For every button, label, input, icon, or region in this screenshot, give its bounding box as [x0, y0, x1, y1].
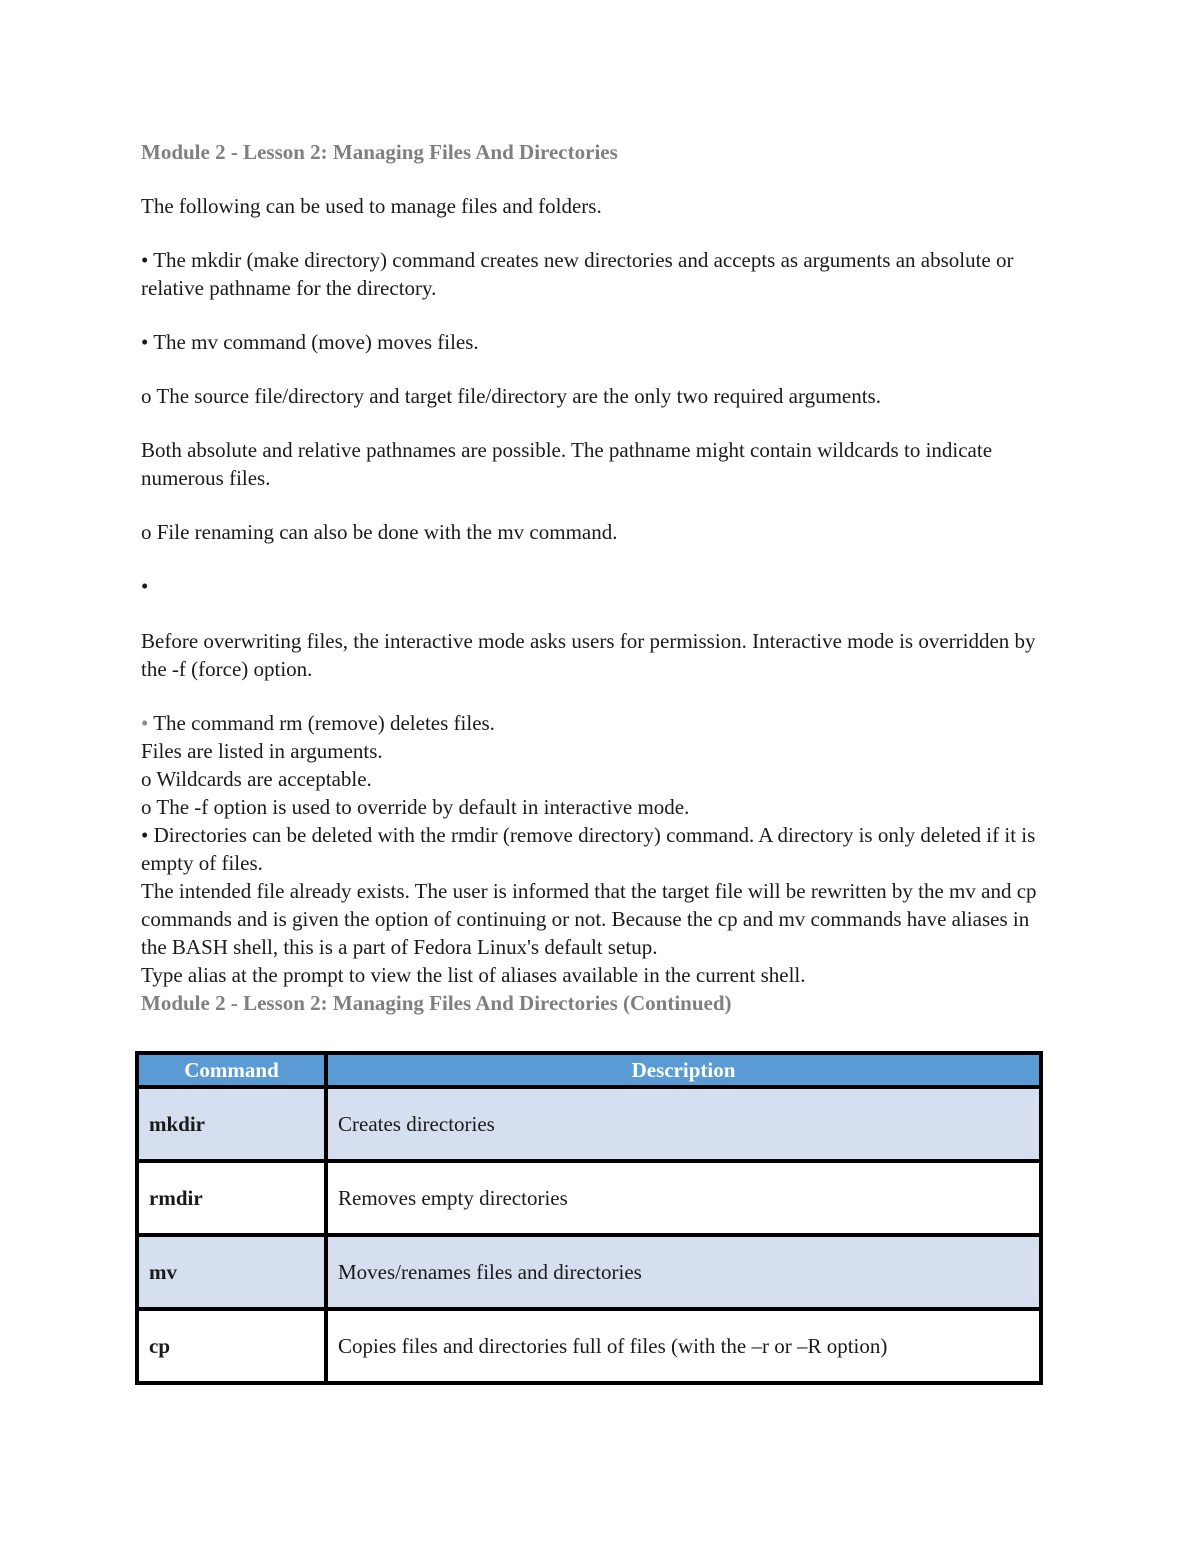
document-body	[141, 138, 1051, 1017]
rmdir-bullet: • Directories can be deleted with the rmdir (remove directory) command. A directory is only deleted if it is empty of files.	[141, 823, 1036, 875]
description-cell: Creates directories	[326, 1087, 1041, 1161]
table-row	[137, 1087, 1041, 1161]
pathnames-text: Both absolute and relative pathnames are possible. The pathname might contain wildcards to indicate numerous files.	[141, 438, 993, 490]
description-cell: Moves/renames files and directories	[326, 1235, 1041, 1309]
interactive-mode-text: Before overwriting files, the interactive mode asks users for permission. Interactive mode is overridden by the -f (force) option.	[141, 629, 1036, 681]
mv-sub-arguments: o The source file/directory and target file/directory are the only two required arguments.	[141, 384, 881, 408]
mv-bullet: • The mv command (move) moves files.	[141, 330, 479, 354]
header-description: Description	[326, 1053, 1041, 1087]
command-cell: rmdir	[137, 1161, 326, 1235]
rm-bullet-text: The command rm (remove) deletes files.	[153, 711, 495, 735]
command-cell: mv	[137, 1235, 326, 1309]
rm-sub-wildcards: o Wildcards are acceptable.	[141, 767, 372, 791]
commands-table	[135, 1051, 1043, 1385]
description-cell: Removes empty directories	[326, 1161, 1041, 1235]
table-row	[137, 1235, 1041, 1309]
table-header-row	[137, 1053, 1041, 1087]
alias-text: Type alias at the prompt to view the list of aliases available in the current shell.	[141, 963, 806, 987]
target-exists-text: The intended file already exists. The user is informed that the target file will be rewritten by the mv and cp commands and is given the option of continuing or not. Because the cp and mv commands have aliases in the BASH shell, this is a part of Fedora Linux's default setup.	[141, 879, 1037, 959]
table-row	[137, 1309, 1041, 1383]
command-cell: mkdir	[137, 1087, 326, 1161]
rm-bullet-marker: •	[141, 711, 149, 735]
table-row	[137, 1161, 1041, 1235]
lesson-heading: Module 2 - Lesson 2: Managing Files And Directories	[141, 140, 618, 164]
rm-args-text: Files are listed in arguments.	[141, 739, 383, 763]
mkdir-bullet: • The mkdir (make directory) command creates new directories and accepts as arguments an absolute or relative pathname for the directory.	[141, 248, 1014, 300]
lesson-heading-continued: Module 2 - Lesson 2: Managing Files And Directories (Continued)	[141, 991, 732, 1015]
mv-sub-renaming: o File renaming can also be done with the mv command.	[141, 520, 618, 544]
description-cell: Copies files and directories full of files (with the –r or –R option)	[326, 1309, 1041, 1383]
intro-text: The following can be used to manage files and folders.	[141, 194, 602, 218]
empty-bullet: •	[141, 574, 149, 598]
header-command: Command	[137, 1053, 326, 1087]
command-cell: cp	[137, 1309, 326, 1383]
rm-sub-force: o The -f option is used to override by default in interactive mode.	[141, 795, 690, 819]
rm-bullet	[141, 709, 1051, 737]
